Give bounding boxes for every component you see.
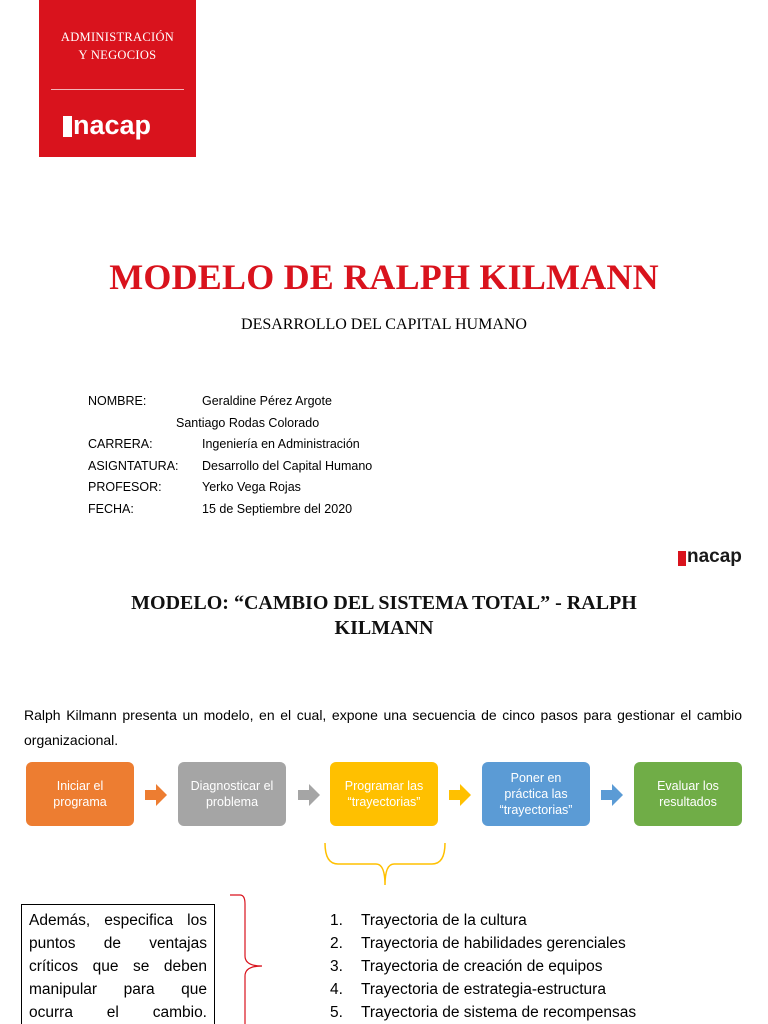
inacap-logo-mark-icon (678, 551, 686, 566)
step-label: Diagnosticar el problema (190, 779, 274, 809)
info-value: 15 de Septiembre del 2020 (202, 501, 353, 516)
page-title: MODELO DE RALPH KILMANN (109, 257, 659, 297)
trajectories-list (330, 909, 636, 1024)
intro-paragraph: Ralph Kilmann presenta un modelo, en el cual, expone una secuencia de cinco pasos para gestionar el cambio organizacional. (24, 707, 742, 748)
info-label: PROFESOR: (88, 480, 162, 494)
list-item (330, 932, 636, 955)
list-item (330, 955, 636, 978)
inacap-logo-small (678, 545, 742, 569)
list-text: Trayectoria de estrategia-estructura (361, 981, 606, 998)
brand-area-line1: ADMINISTRACIÓN (60, 30, 175, 44)
step-iniciar (26, 762, 134, 826)
list-text: Trayectoria de la cultura (361, 912, 527, 929)
list-text: Trayectoria de creación de equipos (361, 958, 603, 975)
step-programar (330, 762, 438, 826)
info-label: FECHA: (88, 501, 134, 516)
info-value: Santiago Rodas Colorado (176, 415, 320, 430)
info-label: CARRERA: (88, 437, 153, 451)
info-value: Yerko Vega Rojas (202, 480, 301, 494)
step-poner-en-practica (482, 762, 590, 826)
list-text: Trayectoria de habilidades gerenciales (361, 935, 626, 952)
note-text: Además, especifica los puntos de ventajas críticos que se deben manipular para que ocurra el cambio. (29, 912, 207, 1021)
brand-area-name (39, 28, 196, 64)
step-label: Iniciar el programa (53, 779, 107, 809)
info-value: Ingeniería en Administración (202, 437, 360, 451)
step-label: Evaluar los resultados (657, 779, 719, 809)
arrow-right-icon (449, 784, 471, 806)
brand-divider (51, 89, 184, 90)
page-subtitle: DESARROLLO DEL CAPITAL HUMANO (241, 316, 527, 333)
logo-text: nacap (73, 109, 152, 140)
list-number: 2. (330, 935, 343, 952)
curly-brace-icon (324, 842, 446, 886)
arrow-right-icon (601, 784, 623, 806)
list-number: 5. (330, 1004, 343, 1021)
arrow-right-icon (298, 784, 320, 806)
list-text: Trayectoria de sistema de recompensas (361, 1004, 637, 1021)
arrow-right-icon (145, 784, 167, 806)
brand-block (39, 0, 196, 157)
list-item (330, 1001, 636, 1024)
note-box (21, 904, 215, 1024)
model-title-line2: KILMANN (334, 617, 434, 639)
inacap-logo (63, 108, 151, 142)
list-number: 4. (330, 981, 343, 998)
inacap-logo-mark-icon (63, 116, 72, 137)
logo-text: nacap (687, 546, 742, 567)
model-title (0, 591, 768, 641)
info-value: Geraldine Pérez Argote (202, 394, 332, 408)
list-item (330, 978, 636, 1001)
info-value: Desarrollo del Capital Humano (202, 458, 373, 473)
list-number: 3. (330, 958, 343, 975)
list-number: 1. (330, 912, 343, 929)
info-label: ASIGNTATURA: (88, 458, 179, 473)
list-item (330, 909, 636, 932)
step-evaluar (634, 762, 742, 826)
step-label: Poner en práctica las “trayectorias” (499, 771, 573, 817)
model-title-line1: MODELO: “CAMBIO DEL SISTEMA TOTAL” - RALPH (131, 592, 637, 614)
brand-area-line2: Y NEGOCIOS (78, 48, 157, 62)
side-brace-icon (228, 894, 264, 1024)
info-label: NOMBRE: (88, 394, 147, 408)
step-label: Programar las “trayectorias” (344, 779, 424, 809)
step-diagnosticar (178, 762, 286, 826)
